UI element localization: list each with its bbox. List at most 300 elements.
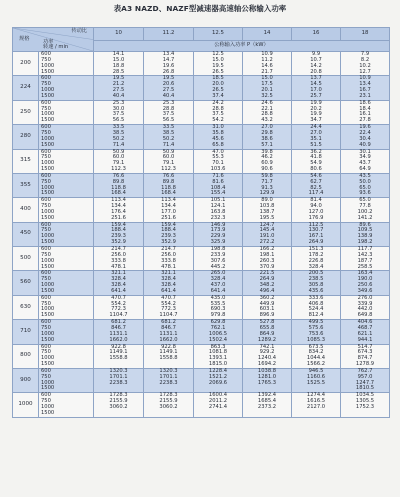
power-value: 864.9 <box>259 330 275 337</box>
power-value: 468.7 <box>357 324 373 331</box>
table-row <box>13 271 390 295</box>
speed-value: 1000 <box>41 282 55 289</box>
power-value: 103.6 <box>210 166 226 173</box>
power-cell <box>341 125 390 149</box>
speed-value: 1500 <box>41 117 55 124</box>
power-value: 14.1 <box>112 51 125 57</box>
power-cell <box>194 393 243 417</box>
power-value: 535.5 <box>210 300 226 307</box>
speed-value: 1000 <box>41 257 55 264</box>
power-value: 89.8 <box>112 178 125 185</box>
power-value: 65.0 <box>359 184 371 191</box>
speed-value: 1000 <box>41 233 55 240</box>
speed-value: 600 <box>41 197 51 204</box>
header-ratio-row <box>13 28 390 41</box>
power-value <box>144 411 193 417</box>
power-value: 1320.3 <box>109 367 128 374</box>
power-value: 674.3 <box>357 349 373 356</box>
power-value: 264.9 <box>259 276 275 283</box>
power-value: 1305.5 <box>355 398 375 405</box>
speed-value: 750 <box>41 105 51 112</box>
power-value: 979.8 <box>210 312 226 319</box>
power-value: 435.0 <box>210 294 226 301</box>
power-cell <box>194 368 243 392</box>
power-value: 2155.9 <box>159 398 178 405</box>
power-cell <box>243 368 292 392</box>
power-value: 1810.5 <box>355 385 375 392</box>
power-value: 40.4 <box>162 92 175 99</box>
power-value: 43.2 <box>261 117 273 124</box>
power-value: 846.7 <box>161 324 176 331</box>
power-value: 30.4 <box>359 135 371 142</box>
power-cell <box>94 125 144 149</box>
power-value: 32.5 <box>261 92 273 99</box>
ratio-label: 传动比 <box>71 28 87 34</box>
size-label: 规格 <box>19 36 30 42</box>
power-cell <box>94 52 144 76</box>
power-cell <box>94 320 144 344</box>
speed-value: 750 <box>41 154 51 161</box>
power-value: 2238.3 <box>109 379 128 386</box>
power-value: 167.1 <box>308 233 324 240</box>
power-cell <box>341 320 390 344</box>
power-value: 1728.3 <box>109 392 128 399</box>
power-value: 3060.2 <box>159 403 178 410</box>
table-row <box>13 222 390 246</box>
power-value: 191.0 <box>259 233 275 240</box>
power-value: 524.4 <box>308 306 324 313</box>
table-row <box>13 344 390 368</box>
power-value: 38.5 <box>112 129 125 136</box>
speed-cell <box>39 149 94 173</box>
power-value: 17.5 <box>261 81 273 88</box>
power-cell <box>194 125 243 149</box>
power-value: 45.6 <box>212 135 224 142</box>
power-value: 56.5 <box>112 117 125 124</box>
power-cell <box>94 368 144 392</box>
power-value: 15.0 <box>261 75 273 82</box>
power-value: 177.0 <box>161 208 176 215</box>
power-value: 305.8 <box>308 282 324 289</box>
table-row <box>13 76 390 100</box>
power-value: 13.4 <box>359 81 371 88</box>
power-value: 214.7 <box>111 246 126 252</box>
power-value: 124.1 <box>210 203 226 210</box>
power-value: 21.2 <box>112 81 125 88</box>
power-cell <box>194 344 243 368</box>
speed-value: 600 <box>41 221 51 228</box>
power-cell <box>243 198 292 222</box>
speed-cell <box>39 125 94 149</box>
power-cell <box>194 173 243 197</box>
size-cell: 500 <box>13 247 39 271</box>
power-value: 55.3 <box>212 154 224 161</box>
size-cell: 250 <box>13 100 39 124</box>
speed-value: 1500 <box>41 190 55 197</box>
speed-cell <box>39 222 94 246</box>
power-value: 673.5 <box>308 343 324 350</box>
power-value: 1034.5 <box>355 392 375 399</box>
power-value: 328.4 <box>161 276 176 283</box>
power-value: 18.4 <box>359 105 371 112</box>
power-value <box>144 362 193 368</box>
power-value: 54.9 <box>310 160 322 167</box>
power-value: 176.4 <box>111 208 126 215</box>
speed-value: 1000 <box>41 160 55 167</box>
power-value: 496.4 <box>259 287 275 294</box>
power-cell <box>94 173 144 197</box>
power-value: 442.0 <box>357 306 373 313</box>
power-value: 14.2 <box>310 62 322 69</box>
power-value: 77.8 <box>359 203 371 210</box>
table-row <box>13 368 390 392</box>
power-value: 89.8 <box>162 178 175 185</box>
power-value: 256.0 <box>161 251 176 258</box>
power-value: 742.1 <box>259 343 275 350</box>
power-value <box>341 411 389 417</box>
power-value: 339.9 <box>357 300 373 307</box>
power-value: 232.3 <box>210 214 226 221</box>
speed-value: 1500 <box>41 312 55 319</box>
power-value: 15.0 <box>112 56 125 63</box>
power-cell <box>94 295 144 319</box>
power-value: 1240.4 <box>257 355 277 362</box>
power-cell <box>292 247 341 271</box>
power-value: 404.6 <box>357 319 373 326</box>
power-value: 18.8 <box>112 62 125 69</box>
power-cell <box>341 393 390 417</box>
speed-value: 600 <box>41 270 51 277</box>
power-value <box>94 411 143 417</box>
power-value: 178.2 <box>308 251 324 258</box>
power-value: 25.3 <box>162 99 175 106</box>
power-value: 60.9 <box>261 160 273 167</box>
power-value: 22.1 <box>261 105 273 112</box>
power-value: 79.1 <box>162 160 175 167</box>
speed-value: 750 <box>41 398 51 405</box>
power-table <box>12 27 390 418</box>
power-value: 18.6 <box>359 99 371 106</box>
power-value: 71.4 <box>162 141 175 148</box>
power-value: 328.4 <box>161 282 176 289</box>
power-value: 50.0 <box>359 178 371 185</box>
speed-cell <box>39 198 94 222</box>
power-value: 1393.1 <box>208 355 228 362</box>
size-cell: 560 <box>13 271 39 295</box>
power-value: 812.4 <box>308 312 324 319</box>
speed-value: 1000 <box>41 184 55 191</box>
power-value: 129.9 <box>259 190 275 197</box>
power-value: 81.4 <box>310 197 322 204</box>
power-value: 124.7 <box>259 221 275 228</box>
power-value: 1815.0 <box>208 361 228 368</box>
power-cell <box>243 173 292 197</box>
speed-cell <box>39 100 94 124</box>
speed-value: 1500 <box>41 287 55 294</box>
power-value: 1600.4 <box>208 392 228 399</box>
power-value: 629.8 <box>210 319 226 326</box>
power-value: 233.9 <box>210 251 226 258</box>
speed-value: 1000 <box>41 135 55 142</box>
power-value: 24.2 <box>212 99 224 106</box>
power-value: 14.7 <box>162 56 175 63</box>
power-value: 1247.7 <box>355 379 375 386</box>
power-value: 173.9 <box>210 227 226 234</box>
power-value: 681.2 <box>161 319 176 326</box>
power-value: 957.0 <box>357 373 373 380</box>
power-value: 27.5 <box>162 87 175 94</box>
power-value: 1662.0 <box>159 336 178 343</box>
power-value: 753.6 <box>308 330 324 337</box>
power-cell <box>194 247 243 271</box>
speed-value: 1500 <box>41 68 55 75</box>
power-value: 772.3 <box>111 306 126 313</box>
power-value: 20.2 <box>310 105 322 112</box>
speed-value: 750 <box>41 203 51 210</box>
power-value: 328.4 <box>210 276 226 283</box>
power-value: 1566.2 <box>306 361 326 368</box>
unit-header: 公称输入功率 P（kW） <box>94 41 390 52</box>
power-value: 478.1 <box>161 263 176 270</box>
ratio-header: 11.2 <box>144 28 194 41</box>
power-value: 19.6 <box>359 124 371 131</box>
power-cell <box>292 295 341 319</box>
power-cell <box>243 393 292 417</box>
power-value: 134.4 <box>111 203 126 210</box>
power-value: 163.4 <box>357 270 373 277</box>
power-value: 40.4 <box>112 92 125 99</box>
power-value: 187.7 <box>357 257 373 264</box>
power-value: 37.4 <box>212 92 224 99</box>
power-value: 7.9 <box>360 51 370 57</box>
power-value: 328.4 <box>308 263 324 270</box>
speed-value: 1500 <box>41 385 55 392</box>
power-cell <box>194 271 243 295</box>
speed-value: 1000 <box>41 330 55 337</box>
power-value: 14.6 <box>261 62 273 69</box>
power-value: 1278.9 <box>355 361 375 368</box>
power-value: 60.0 <box>112 154 125 161</box>
speed-cell <box>39 320 94 344</box>
power-value: 188.4 <box>161 227 176 234</box>
power-value: 10.9 <box>359 75 371 82</box>
power-cell <box>194 198 243 222</box>
power-value: 328.4 <box>111 276 126 283</box>
power-value: 37.5 <box>212 111 224 118</box>
speed-cell <box>39 295 94 319</box>
size-cell: 800 <box>13 344 39 368</box>
power-value: 57.1 <box>261 141 273 148</box>
power-value: 1044.4 <box>306 355 326 362</box>
power-value: 554.2 <box>161 300 176 307</box>
speed-value: 1000 <box>41 306 55 313</box>
power-value: 38.6 <box>261 135 273 142</box>
ratio-header: 18 <box>341 28 390 41</box>
power-cell <box>341 173 390 197</box>
power-cell <box>341 271 390 295</box>
power-value: 1616.5 <box>306 398 326 405</box>
power-cell <box>292 368 341 392</box>
power-value: 138.9 <box>357 233 373 240</box>
speed-cell <box>39 393 94 417</box>
power-cell <box>94 198 144 222</box>
power-value: 772.3 <box>161 306 176 313</box>
power-value: 117.7 <box>357 246 373 252</box>
power-cell <box>144 344 194 368</box>
speed-value: 600 <box>41 246 51 252</box>
ratio-header: 12.5 <box>194 28 243 41</box>
power-cell <box>144 76 194 100</box>
power-value: 265.0 <box>210 270 226 277</box>
power-value: 1149.1 <box>109 349 128 356</box>
power-value: 1320.3 <box>159 367 178 374</box>
power-cell <box>194 100 243 124</box>
table-row <box>13 198 390 222</box>
power-value: 13.4 <box>162 51 175 57</box>
power-cell <box>144 52 194 76</box>
power-value: 16.7 <box>359 87 371 94</box>
power-value: 151.3 <box>308 246 324 252</box>
power-value: 1525.5 <box>306 379 326 386</box>
table-caption: 表A3 NAZD、NAZF型减速器高速轴公称输入功率 <box>113 4 287 13</box>
power-value: 117.4 <box>308 190 324 197</box>
power-cell <box>341 344 390 368</box>
power-value: 23.1 <box>359 92 371 99</box>
power-value: 435.6 <box>308 287 324 294</box>
speed-value: 750 <box>41 349 51 356</box>
power-cell <box>243 295 292 319</box>
power-value: 22.4 <box>359 129 371 136</box>
ratio-header: 14 <box>243 28 292 41</box>
power-cell <box>194 222 243 246</box>
power-value: 36.2 <box>310 148 322 155</box>
power-value: 1085.3 <box>306 336 326 343</box>
power-value: 40.9 <box>359 141 371 148</box>
speed-value: 600 <box>41 148 51 155</box>
power-cell <box>144 320 194 344</box>
speed-label: 转速 / min <box>43 44 69 50</box>
power-value: 27.0 <box>261 124 273 131</box>
power-value: 155.4 <box>210 190 226 197</box>
power-value: 26.5 <box>212 68 224 75</box>
power-value: 1289.2 <box>257 336 277 343</box>
power-value: 1701.1 <box>109 373 128 380</box>
power-value: 31.0 <box>212 124 224 131</box>
power-value: 113.4 <box>161 197 176 204</box>
power-value: 65.0 <box>359 197 371 204</box>
power-value: 1131.1 <box>109 330 128 337</box>
power-value: 29.8 <box>261 129 273 136</box>
power-value: 76.6 <box>112 172 125 179</box>
power-value: 649.8 <box>357 312 373 319</box>
speed-value: 1500 <box>41 214 55 221</box>
power-value: 113.4 <box>111 197 126 204</box>
power-value: 946.5 <box>308 367 324 374</box>
power-value: 621.1 <box>357 330 373 337</box>
power-value: 10.9 <box>261 51 273 57</box>
power-value: 3060.2 <box>109 403 128 410</box>
power-value: 214.7 <box>161 246 176 252</box>
power-value <box>292 411 340 417</box>
power-value: 37.5 <box>162 111 175 118</box>
power-value: 19.6 <box>162 62 175 69</box>
power-value: 1104.7 <box>109 312 128 319</box>
power-value: 10.2 <box>359 62 371 69</box>
power-value: 28.8 <box>162 105 175 112</box>
table-row <box>13 125 390 149</box>
power-value: 34.7 <box>310 117 322 124</box>
speed-value: 600 <box>41 99 51 106</box>
size-cell: 400 <box>13 198 39 222</box>
power-value: 118.8 <box>161 184 176 191</box>
power-cell <box>94 222 144 246</box>
power-value: 24.6 <box>261 99 273 106</box>
power-value: 15.0 <box>212 56 224 63</box>
power-value: 1228.4 <box>208 367 228 374</box>
power-value <box>94 362 143 368</box>
power-value: 514.7 <box>357 343 373 350</box>
power-value: 352.9 <box>111 239 126 246</box>
power-value: 26.5 <box>212 87 224 94</box>
power-value: 59.8 <box>261 172 273 179</box>
power-cell <box>144 125 194 149</box>
power-value: 54.6 <box>310 172 322 179</box>
power-value: 641.4 <box>161 287 176 294</box>
power-cell <box>94 344 144 368</box>
power-value: 198.1 <box>259 251 275 258</box>
power-cell <box>243 125 292 149</box>
power-cell <box>194 320 243 344</box>
power-value: 251.6 <box>161 214 176 221</box>
speed-cell <box>39 247 94 271</box>
power-cell <box>292 52 341 76</box>
power-value: 1558.8 <box>109 355 128 362</box>
power-value: 37.5 <box>112 111 125 118</box>
power-value: 94.0 <box>310 203 322 210</box>
power-value: 1558.8 <box>159 355 178 362</box>
power-value: 1392.4 <box>257 392 277 399</box>
power-value: 71.7 <box>261 178 273 185</box>
size-cell: 710 <box>13 320 39 344</box>
power-value: 71.4 <box>112 141 125 148</box>
power-value: 221.5 <box>259 270 275 277</box>
power-value: 527.8 <box>259 319 275 326</box>
power-value: 641.4 <box>210 287 226 294</box>
power-value: 499.5 <box>308 319 324 326</box>
power-value: 11.2 <box>261 56 273 63</box>
power-value: 944.1 <box>357 336 373 343</box>
power-value: 470.7 <box>111 294 126 301</box>
power-value: 19.9 <box>310 99 322 106</box>
power-value: 406.8 <box>308 300 324 307</box>
power-value: 307.6 <box>210 257 226 264</box>
power-value: 190.0 <box>357 276 373 283</box>
power-cell <box>243 100 292 124</box>
power-value: 71.6 <box>212 172 224 179</box>
power-value: 50.2 <box>112 135 125 142</box>
table-row <box>13 100 390 124</box>
power-value: 352.9 <box>161 239 176 246</box>
speed-value: 750 <box>41 324 51 331</box>
power-value: 17.0 <box>310 87 322 94</box>
power-value: 1131.1 <box>159 330 178 337</box>
power-cell <box>94 149 144 173</box>
power-value: 100.2 <box>357 208 373 215</box>
table-row <box>13 149 390 173</box>
power-value: 112.3 <box>111 166 126 173</box>
power-value: 9.9 <box>311 51 321 57</box>
power-value: 2155.9 <box>109 398 128 405</box>
